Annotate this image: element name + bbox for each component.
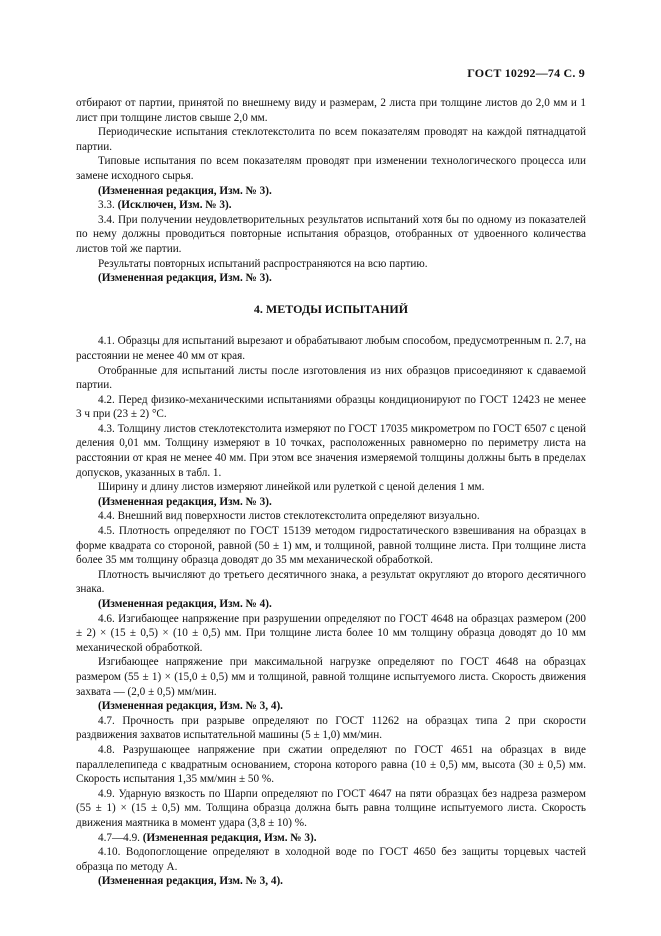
- body-paragraph: Отобранные для испытаний листы после изготовления из них образцов присоединяют к сдаваемой партии.: [76, 364, 586, 392]
- body-paragraph: 4.2. Перед физико-механическими испытаниями образцы кондиционируют по ГОСТ 12423 не менее 3 ч при (23 ± 2) °С.: [76, 393, 586, 421]
- amendment-note: (Измененная редакция, Изм. № 3).: [98, 184, 272, 197]
- amendment-note: (Измененная редакция, Изм. № 3).: [142, 831, 317, 844]
- body-paragraph: 4.3. Толщину листов стеклотекстолита измеряют по ГОСТ 17035 микрометром по ГОСТ 6507 с ценой деления 0,01 мм. Толщину измеряют в 10 точках, расположенных равномерно по периметру листа на расстоянии от края не менее 40 мм. При этом все значения измеряемой толщины должны быть в пределах допусков, указанных в табл. 1.: [76, 422, 586, 479]
- body-paragraph: 4.5. Плотность определяют по ГОСТ 15139 методом гидростатического взвешивания на образцах в форме квадрата со стороной, равной (50 ± 1) мм, и толщиной, равной толщине листа. При толщине листа более 35 мм толщину образца доводят до 35 мм механической обработкой.: [76, 525, 586, 567]
- clause-number: 3.3.: [98, 199, 118, 212]
- body-paragraph: 4.1. Образцы для испытаний вырезают и обрабатывают любым способом, предусмотренным п. 2.7, на расстоянии не менее 40 мм от края.: [76, 335, 586, 362]
- body-paragraph: 4.6. Изгибающее напряжение при разрушении определяют по ГОСТ 4648 на образцах размером (200 ± 2) × (15 ± 0,5) × (10 ± 0,5) мм. При толщине листа более 10 мм толщину образца доводят до 10 мм механической обработкой.: [76, 612, 586, 654]
- body-paragraph: Ширину и длину листов измеряют линейкой или рулеткой с ценой деления 1 мм.: [98, 481, 485, 494]
- body-paragraph: отбирают от партии, принятой по внешнему виду и размерам, 2 листа при толщине листов до 2,0 мм и 1 лист при толщине листов свыше 2,0 мм.: [76, 97, 586, 124]
- body-paragraph: Результаты повторных испытаний распространяются на всю партию.: [98, 257, 428, 270]
- body-paragraph: 4.10. Водопоглощение определяют в холодной воде по ГОСТ 4650 без защиты торцевых частей образца по методу А.: [76, 846, 586, 873]
- amendment-note: (Измененная редакция, Изм. № 3).: [98, 495, 272, 508]
- body-paragraph: 4.9. Ударную вязкость по Шарпи определяют по ГОСТ 4647 на пяти образцах без надреза размером (55 ± 1) × (15 ± 0,5) мм. Толщина образца должна быть равна толщине испытуемого листа. Скорость движения маятника в момент удара (3,8 ± 10) %.: [76, 787, 586, 829]
- clause-paragraph: [76, 831, 586, 846]
- page-header: ГОСТ 10292—74 С. 9: [467, 66, 585, 80]
- body-paragraph: Периодические испытания стеклотекстолита по всем показателям проводят на каждой пятнадцатой партии.: [76, 126, 586, 153]
- amendment-note: (Измененная редакция, Изм. № 4).: [98, 598, 272, 610]
- document-body: [76, 96, 586, 889]
- clause-paragraph: [76, 198, 586, 213]
- body-paragraph: 3.4. При получении неудовлетворительных результатов испытаний хотя бы по одному из показателей по нему должны проводиться повторные испытания образцов, отобранных от удвоенного количества листов той же партии.: [76, 213, 586, 255]
- body-paragraph: 4.4. Внешний вид поверхности листов стеклотекстолита определяют визуально.: [98, 510, 480, 523]
- amendment-note: (Измененная редакция, Изм. № 3).: [98, 272, 272, 285]
- body-paragraph: Типовые испытания по всем показателям проводят при изменении технологического процесса или замене исходного сырья.: [76, 155, 586, 182]
- section-heading: 4. МЕТОДЫ ИСПЫТАНИЙ: [253, 301, 409, 316]
- body-paragraph: 4.7. Прочность при разрыве определяют по ГОСТ 11262 на образцах типа 2 при скорости раздвижения захватов испытательной машины (5 ± 1,0) мм/мин.: [76, 714, 586, 742]
- clause-number: 4.7—4.9.: [98, 831, 143, 844]
- body-paragraph: Изгибающее напряжение при максимальной нагрузке определяют по ГОСТ 4648 на образцах размером (55 ± 1) × (15,0 ± 0,5) мм и толщиной, равной толщине испытуемого листа. Скорость движения захвата — (2,0 ± 0,5) мм/мин.: [76, 656, 586, 698]
- body-paragraph: Плотность вычисляют до третьего десятичного знака, а результат округляют до второго десятичного знака.: [76, 568, 586, 596]
- amendment-note: (Измененная редакция, Изм. № 3, 4).: [98, 700, 283, 713]
- amendment-note: (Измененная редакция, Изм. № 3, 4).: [98, 875, 283, 888]
- body-paragraph: 4.8. Разрушающее напряжение при сжатии определяют по ГОСТ 4651 на образцах в виде параллелепипеда с квадратным основанием, сторона которого равна (10 ± 0,5) мм, высота (30 ± 0,5) мм. Скорость испытания 1,35 мм/мин ± 50 %.: [76, 743, 586, 786]
- amendment-note: (Исключен, Изм. № 3).: [117, 199, 232, 212]
